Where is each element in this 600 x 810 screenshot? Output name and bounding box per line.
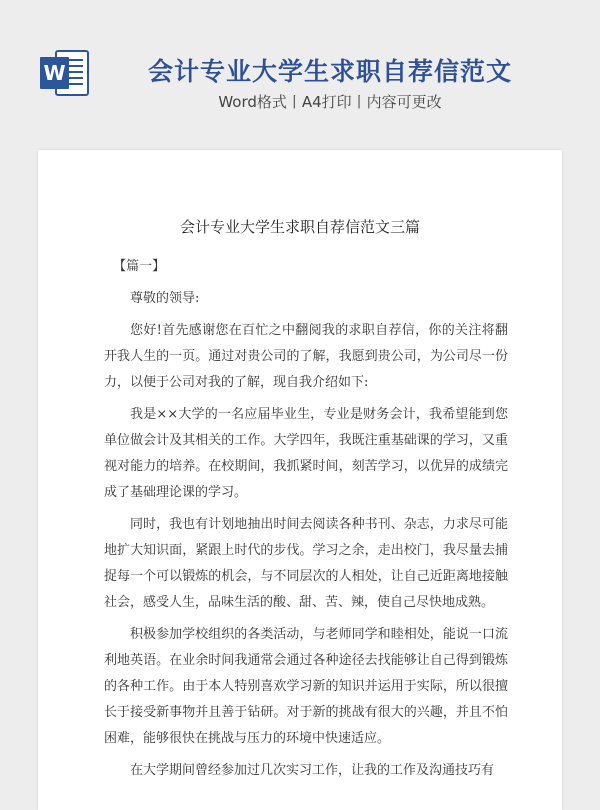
paragraph: 您好!首先感谢您在百忙之中翻阅我的求职自荐信，你的关注将翻开我人生的一页。通过对贵公司的了解，我愿到贵公司，为公司尽一份力，以便于公司对我的了解，现自我介绍如下: xyxy=(104,323,508,390)
document-title: 会计专业大学生求职自荐信范文三篇 xyxy=(179,218,420,236)
document-body xyxy=(104,254,508,790)
paragraph: 同时，我也有计划地抽出时间去阅读各种书刊、杂志，力求尽可能地扩大知识面，紧跟上时代的步伐。学习之余，走出校门，我尽量去捕捉每一个可以锻炼的机会，与不同层次的人相处，让自己近距离地接触社会，感受人生，品味生活的酸、甜、苦、辣，使自己尽快地成熟。 xyxy=(104,517,508,610)
salutation: 尊敬的领导: xyxy=(130,291,200,306)
section-label: 【篇一】 xyxy=(113,259,166,274)
paragraph: 在大学期间曾经参加过几次实习工作，让我的工作及沟通技巧有 xyxy=(130,763,495,778)
header-banner xyxy=(0,0,600,150)
template-title: 会计专业大学生求职自荐信范文 xyxy=(147,57,512,86)
paragraph: 我是××大学的一名应届毕业生，专业是财务会计，我希望能到您单位做会计及其相关的工作。大学四年，我既注重基础课的学习，又重视对能力的培养。在校期间，我抓紧时间，刻苦学习，以优异的成绩完成了基础理论课的学习。 xyxy=(104,407,508,500)
template-subtitle: Word格式丨A4打印丨内容可更改 xyxy=(218,93,442,111)
paragraph: 积极参加学校组织的各类活动，与老师同学和睦相处，能说一口流利地英语。在业余时间我通常会通过各种途径去找能够让自己得到锻炼的各种工作。由于本人特别喜欢学习新的知识并运用于实际，所以很擅长于接受新事物并且善于钻研。对于新的挑战有很大的兴趣，并且不怕困难，能够很快在挑战与压力的环境中快速适应。 xyxy=(104,627,508,746)
word-icon-letter: W xyxy=(43,61,66,85)
word-document-icon xyxy=(38,48,92,98)
document-page xyxy=(38,150,562,810)
